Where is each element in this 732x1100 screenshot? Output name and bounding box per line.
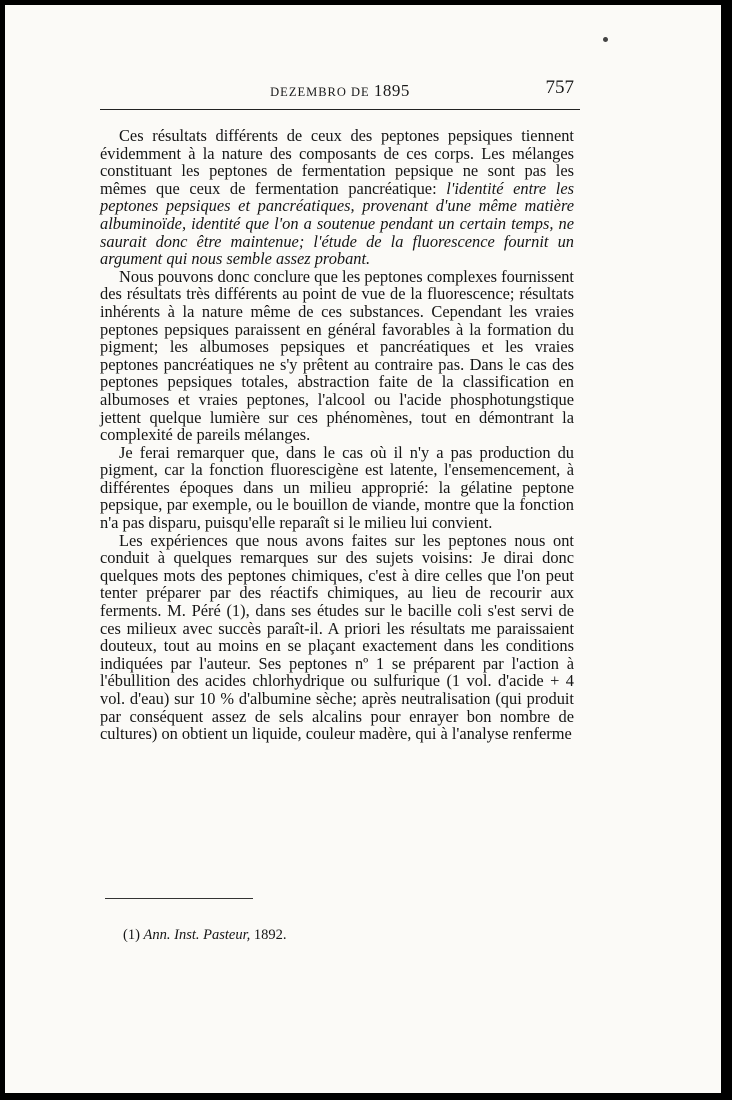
- footnote-source: Ann. Inst. Pasteur,: [143, 927, 251, 943]
- body-text-run: Les expériences que nous avons faites sur les peptones nous ont conduit à quelques remarques sur des sujets voisins: Je dirai donc quelques mots des peptones chimiques, c'est à dire celles que l'on peut tenter préparer par des réactifs chimiques, au lieu de recourir aux ferments. M. Péré (1), dans ses études sur le bacille coli s'est servi de ces milieux avec succès paraît-il. A priori les résultats me paraissaient douteux, tout au moins en se plaçant exactement dans les conditions indiquées par l'auteur. Ses peptones nº 1 se préparent par l'action à l'ébullition des acides chlorhydrique ou sulfurique (1 vol. d'acide + 4 vol. d'eau) sur 10 % d'albumine sèche; après neutralisation (qui produit par conséquent assez de sels alcalins pour enrayer bon nombre de cultures) on obtient un liquide, couleur madère, qui à l'analyse renferme: [100, 530, 574, 744]
- footnote-year: 1892.: [253, 927, 287, 943]
- footnote: [123, 927, 287, 944]
- ink-speck: [603, 37, 608, 42]
- running-head-year: 1895: [373, 81, 410, 100]
- italic-text: l'identité entre les peptones pepsiques et pancréatiques, provenant d'une même matière albuminoïde, identité que l'on a soutenue pendant un certain temps, ne saurait donc être maintenue; l'étude de la fluorescence fournit un argument qui nous semble assez probant.: [100, 178, 575, 269]
- paragraph: [100, 444, 574, 532]
- paragraph: [100, 532, 574, 743]
- running-head-text: DEZEMBRO DE: [270, 85, 370, 99]
- header-rule: [100, 109, 580, 110]
- page-number: 757: [545, 77, 574, 98]
- page-header: [100, 77, 580, 101]
- body-text-run: Ces résultats différents de ceux des peptones pepsiques tiennent évidemment à la nature des composants de ces corps. Les mélanges constituant les peptones de fermentation pepsique ne sont pas les mêmes que ceux de fermentation pancréatique:: [100, 126, 574, 198]
- body-text: [100, 127, 574, 743]
- body-text-run: Nous pouvons donc conclure que les peptones complexes fournissent des résultats très différents au point de vue de la fluorescence; résultats inhérents à la nature même de ces substances. Cependant les vraies peptones pepsiques paraissent en général favorables à la formation du pigment; les albumoses pepsiques et pancréatiques et les vraies peptones pancréatiques ne s'y prêtent au contraire pas. Dans le cas des peptones pepsiques totales, abstraction faite de la classification en albumoses et vraies peptones, l'alcool ou l'acide phosphotungstique jettent quelque lumière sur ces phénomènes, tout en démontrant la complexité de pareils mélanges.: [100, 266, 574, 445]
- footnote-marker: (1): [123, 927, 140, 943]
- paragraph: [100, 127, 574, 268]
- running-head: [100, 81, 580, 101]
- body-text-run: Je ferai remarquer que, dans le cas où il n'y a pas production du pigment, car la fonction fluorescigène est latente, l'ensemencement, à différentes époques dans un milieu approprié: la gélatine peptone pepsique, par exemple, ou le bouillon de viande, montre que la fonction n'a pas disparu, puisqu'elle reparaît si le milieu lui convient.: [100, 442, 574, 533]
- footnote-rule: [105, 898, 253, 899]
- paragraph: [100, 268, 574, 444]
- document-page: [5, 5, 721, 1093]
